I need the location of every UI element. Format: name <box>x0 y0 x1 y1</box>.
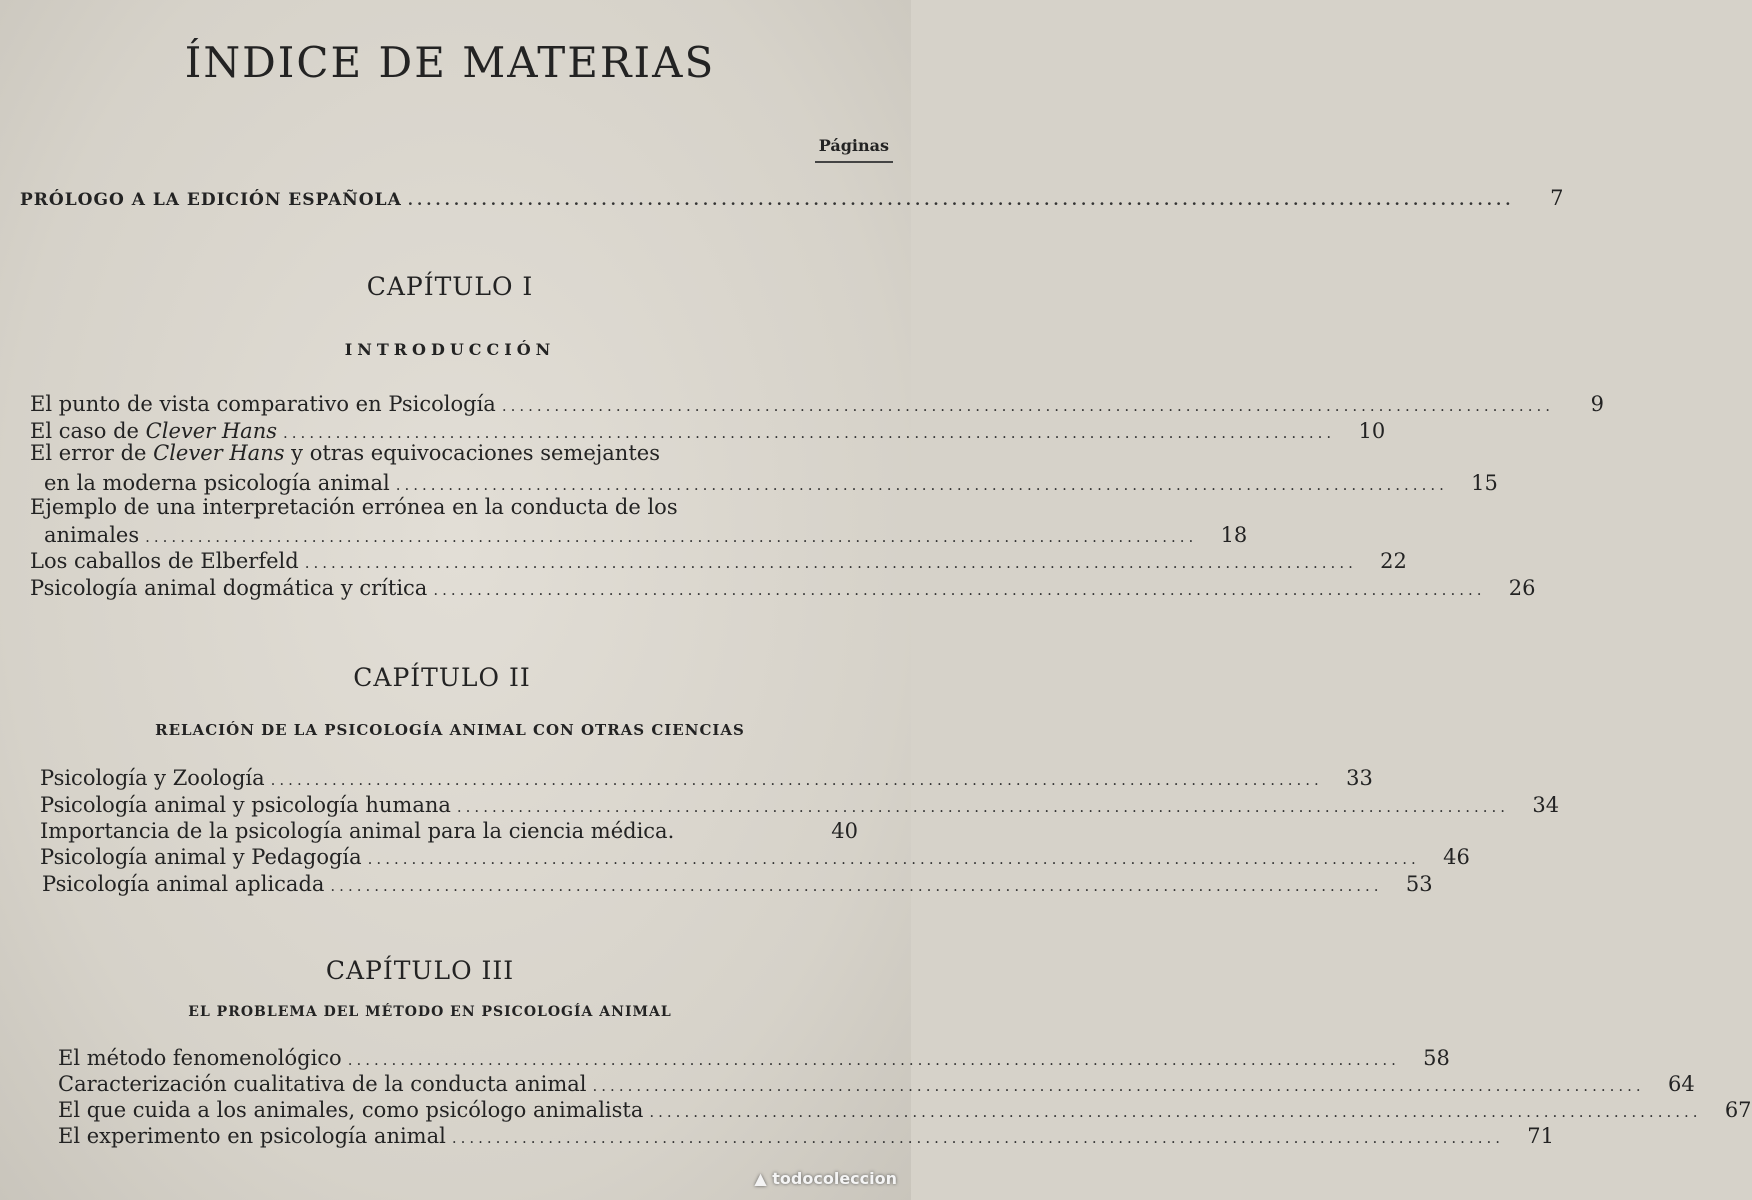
toc-page-number: 22 <box>1380 549 1407 573</box>
toc-entry[interactable] <box>40 817 858 845</box>
toc-page-number: 53 <box>1405 872 1433 896</box>
chapter-heading: CAPÍTULO III <box>325 956 515 985</box>
chapter-heading: CAPÍTULO I <box>366 272 534 301</box>
toc-entry-prologo[interactable] <box>20 186 1565 210</box>
toc-entry-text: Psicología y Zoología <box>40 766 265 790</box>
dot-leader: ........................................................................................................................ <box>347 1051 1400 1069</box>
dot-leader: ........................................................................................................................ <box>501 397 1554 415</box>
toc-entry-text: El experimento en psicología animal <box>58 1124 446 1148</box>
dot-leader: ........................................................................................................................ <box>649 1103 1702 1121</box>
toc-page-number: 67 <box>1724 1098 1752 1122</box>
toc-entry-text: El punto de vista comparativo en Psicología <box>30 392 496 416</box>
watermark-icon: ▲ <box>754 1169 773 1188</box>
toc-entry-text: El caso de Clever Hans <box>30 419 278 443</box>
dot-leader: ........................................................................................................................ <box>592 1077 1645 1095</box>
toc-entry-text: PRÓLOGO A LA EDICIÓN ESPAÑOLA <box>20 190 402 210</box>
toc-page-number: 40 <box>831 819 858 843</box>
chapter-subtitle: INTRODUCCIÓN <box>344 340 556 359</box>
toc-entry[interactable] <box>40 843 1470 873</box>
toc-page-number: 64 <box>1667 1072 1695 1096</box>
toc-page-number: 15 <box>1471 471 1498 495</box>
toc-entry-text: en la moderna psicología animal <box>44 471 390 495</box>
dot-leader: ........................................................................................................................ <box>456 798 1510 816</box>
toc-page-number: 9 <box>1590 392 1604 416</box>
toc-entry-text: El método fenomenológico <box>58 1046 342 1070</box>
toc-page-number: 7 <box>1550 186 1565 210</box>
toc-page-number: 10 <box>1358 419 1386 443</box>
dot-leader: ........................................................................................................................ <box>407 191 1515 209</box>
watermark-logo: ▲ todocoleccion <box>754 1169 897 1188</box>
dot-leader: ........................................................................................................................ <box>395 476 1448 494</box>
dot-leader: ........................................................................................................................ <box>283 424 1336 442</box>
paginas-label: Páginas <box>818 136 889 155</box>
toc-entry[interactable] <box>42 870 1433 900</box>
toc-entry[interactable] <box>40 764 1373 794</box>
toc-page-number: 33 <box>1346 766 1373 790</box>
dot-leader: ........................................................................................................................ <box>270 771 1323 789</box>
toc-entry-text: Caracterización cualitativa de la conducta animal <box>58 1072 587 1096</box>
toc-entry-text: Importancia de la psicología animal para la ciencia médica. <box>40 819 675 843</box>
toc-entry-text: Ejemplo de una interpretación errónea en la conducta de los <box>30 495 678 519</box>
paginas-underline <box>815 161 893 163</box>
toc-entry-text: Psicología animal y Pedagogía <box>40 845 362 869</box>
toc-entry[interactable] <box>30 574 1536 604</box>
toc-page-number: 46 <box>1443 845 1470 869</box>
toc-entry-text: Psicología animal dogmática y crítica <box>30 576 428 600</box>
toc-page-number: 71 <box>1527 1124 1555 1148</box>
toc-page-number: 34 <box>1532 793 1560 817</box>
toc-entry[interactable] <box>30 390 1604 420</box>
toc-entry-text: Los caballos de Elberfeld <box>30 549 299 573</box>
toc-page-number: 18 <box>1220 523 1248 547</box>
dot-leader: ........................................................................................................................ <box>330 877 1383 895</box>
toc-entry-text: Psicología animal aplicada <box>42 872 325 896</box>
toc-entry-text: Psicología animal y psicología humana <box>40 793 451 817</box>
chapter-subtitle: RELACIÓN DE LA PSICOLOGÍA ANIMAL CON OTRAS CIENCIAS <box>155 721 745 739</box>
toc-page-number: 58 <box>1423 1046 1450 1070</box>
toc-page-number: 26 <box>1508 576 1536 600</box>
dot-leader: ........................................................................................................................ <box>145 528 1198 546</box>
dot-leader: ........................................................................................................................ <box>451 1129 1505 1147</box>
toc-entry-text: El que cuida a los animales, como psicólogo animalista <box>58 1098 644 1122</box>
toc-entry-text: El error de Clever Hans y otras equivocaciones semejantes <box>30 441 660 465</box>
chapter-heading: CAPÍTULO II <box>353 663 531 692</box>
dot-leader: ........................................................................................................................ <box>304 554 1357 572</box>
toc-entry[interactable] <box>30 547 1407 577</box>
toc-entry[interactable] <box>58 1122 1555 1152</box>
toc-entry-text: animales <box>44 523 140 547</box>
dot-leader: ........................................................................................................................ <box>367 850 1420 868</box>
dot-leader: ........................................................................................................................ <box>433 581 1486 599</box>
page-title: ÍNDICE DE MATERIAS <box>184 38 716 87</box>
chapter-subtitle: EL PROBLEMA DEL MÉTODO EN PSICOLOGÍA ANIMAL <box>188 1004 672 1020</box>
